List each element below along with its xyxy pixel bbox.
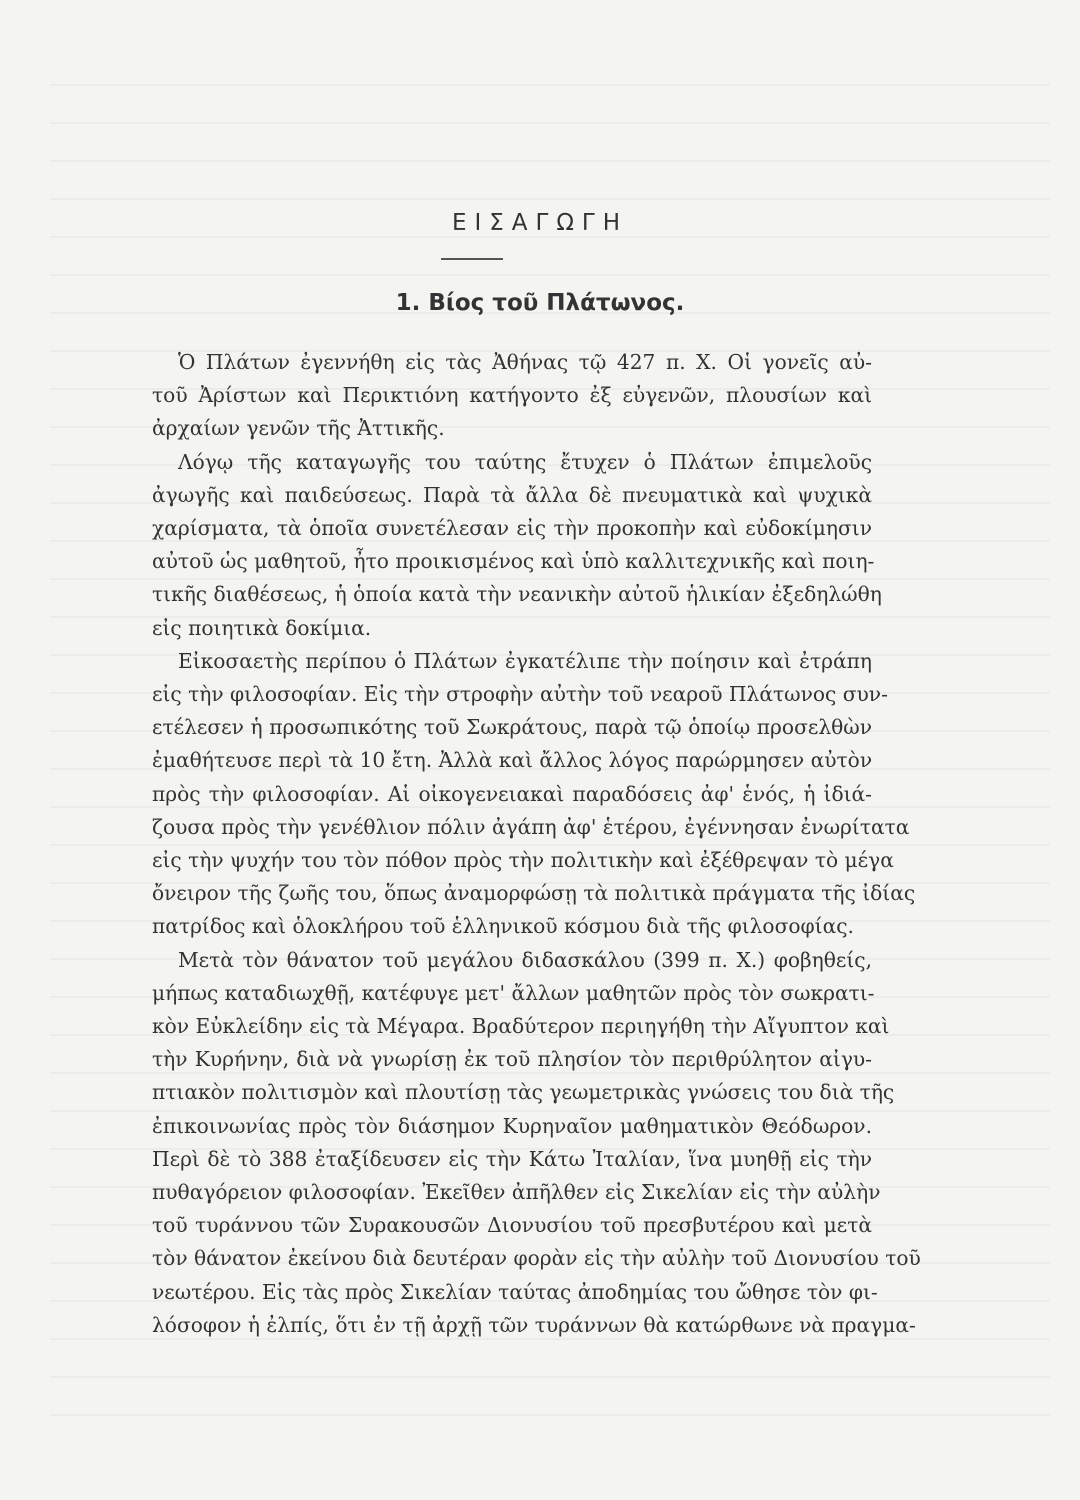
section-heading: 1. Βίος τοῦ Πλάτωνος. [395, 290, 685, 316]
text-line: Ὁ Πλάτων ἐγεννήθη εἰς τὰς Ἀθήνας τῷ 427 π. Χ. Οἱ γονεῖς αὐ- [178, 350, 872, 374]
text-line: ἐμαθήτευσε περὶ τὰ 10 ἔτη. Ἀλλὰ καὶ ἄλλος λόγος παρώρμησεν αὐτὸν [152, 748, 873, 773]
text-line: τικῆς διαθέσεως, ἡ ὁποία κατὰ τὴν νεανικὴν αὐτοῦ ἡλικίαν ἐξεδηλώθη [152, 582, 882, 607]
text-line: αὐτοῦ ὡς μαθητοῦ, ἦτο προικισμένος καὶ ὑπὸ καλλιτεχνικῆς καὶ ποιη- [152, 549, 875, 574]
text-line: τὴν Κυρήνην, διὰ νὰ γνωρίσῃ ἐκ τοῦ πλησίον τὸν περιθρύλητον αἰγυ- [152, 1047, 872, 1072]
text-line: ετέλεσεν ἡ προσωπικότης τοῦ Σωκράτους, παρὰ τῷ ὁποίῳ προσελθὼν [152, 715, 872, 740]
text-line: Μετὰ τὸν θάνατον τοῦ μεγάλου διδασκάλου (399 π. Χ.) φοβηθείς, [178, 947, 872, 972]
text-line: πατρίδος καὶ ὁλοκλήρου τοῦ ἑλληνικοῦ κόσμου διὰ τῆς φιλοσοφίας. [152, 914, 854, 939]
text-line: μήπως καταδιωχθῇ, κατέφυγε μετ' ἄλλων μαθητῶν πρὸς τὸν σωκρατι- [152, 980, 875, 1005]
text-line: πυθαγόρειον φιλοσοφίαν. Ἐκεῖθεν ἀπῆλθεν εἰς Σικελίαν εἰς τὴν αὐλὴν [152, 1180, 881, 1205]
paragraph-1 [152, 346, 872, 446]
paragraph-2 [152, 446, 882, 645]
text-line: λόσοφον ἡ ἐλπίς, ὅτι ἐν τῇ ἀρχῇ τῶν τυράννων θὰ κατώρθωνε νὰ πραγμα- [152, 1312, 916, 1337]
page-title: ΕΙΣΑΓΩΓΗ [451, 210, 629, 236]
text-line: ὄνειρον τῆς ζωῆς του, ὅπως ἀναμορφώσῃ τὰ πολιτικὰ πράγματα τῆς ἰδίας [152, 881, 916, 906]
text-line: εἰς τὴν ψυχήν του τὸν πόθον πρὸς τὴν πολιτικὴν καὶ ἐξέθρεψαν τὸ μέγα [152, 848, 894, 873]
text-line: ἐπικοινωνίας πρὸς τὸν διάσημον Κυρηναῖον μαθηματικὸν Θεόδωρον. [152, 1113, 872, 1138]
text-line: χαρίσματα, τὰ ὁποῖα συνετέλεσαν εἰς τὴν προκοπὴν καὶ εὐδοκίμησιν [152, 516, 872, 541]
text-line: Λόγῳ τῆς καταγωγῆς του ταύτης ἔτυχεν ὁ Πλάτων ἐπιμελοῦς [178, 449, 872, 474]
text-line: ἀγωγῆς καὶ παιδεύσεως. Παρὰ τὰ ἄλλα δὲ πνευματικὰ καὶ ψυχικὰ [152, 482, 872, 507]
text-line: ζουσα πρὸς τὴν γενέθλιον πόλιν ἀγάπη ἀφ' ἑτέρου, ἐγέννησαν ἐνωρίτατα [152, 814, 910, 839]
text-line: πτιακὸν πολιτισμὸν καὶ πλουτίσῃ τὰς γεωμετρικὰς γνώσεις του διὰ τῆς [152, 1080, 895, 1105]
text-line: εἰς τὴν φιλοσοφίαν. Εἰς τὴν στροφὴν αὐτὴν τοῦ νεαροῦ Πλάτωνος συν- [152, 682, 888, 707]
text-line: ἀρχαίων γενῶν τῆς Ἀττικῆς. [152, 416, 445, 441]
text-line: Περὶ δὲ τὸ 388 ἐταξίδευσεν εἰς τὴν Κάτω Ἰταλίαν, ἵνα μυηθῇ εἰς τὴν [152, 1146, 872, 1171]
text-line: Εἰκοσαετὴς περίπου ὁ Πλάτων ἐγκατέλιπε τὴν ποίησιν καὶ ἐτράπη [178, 648, 872, 673]
text-line: πρὸς τὴν φιλοσοφίαν. Αἱ οἰκογενειακαὶ παραδόσεις ἀφ' ἑνός, ἡ ἰδιά- [152, 781, 872, 806]
paragraph-3 [152, 645, 916, 944]
text-line: νεωτέρου. Εἰς τὰς πρὸς Σικελίαν ταύτας ἀποδημίας του ὤθησε τὸν φι- [152, 1279, 878, 1304]
text-line: τοῦ τυράννου τῶν Συρακουσῶν Διονυσίου τοῦ πρεσβυτέρου καὶ μετὰ [152, 1213, 872, 1238]
paragraph-4 [152, 944, 921, 1342]
text-line: τὸν θάνατον ἐκείνου διὰ δευτέραν φορὰν εἰς τὴν αὐλὴν τοῦ Διονυσίου τοῦ [152, 1246, 921, 1271]
text-line: εἰς ποιητικὰ δοκίμια. [152, 615, 372, 640]
text-line: τοῦ Ἀρίστων καὶ Περικτιόνη κατήγοντο ἐξ εὐγενῶν, πλουσίων καὶ [152, 383, 872, 408]
title-divider [441, 258, 503, 260]
text-line: κὸν Εὐκλείδην εἰς τὰ Μέγαρα. Βραδύτερον περιηγήθη τὴν Αἴγυπτον καὶ [152, 1014, 890, 1039]
body-text [152, 346, 921, 1342]
